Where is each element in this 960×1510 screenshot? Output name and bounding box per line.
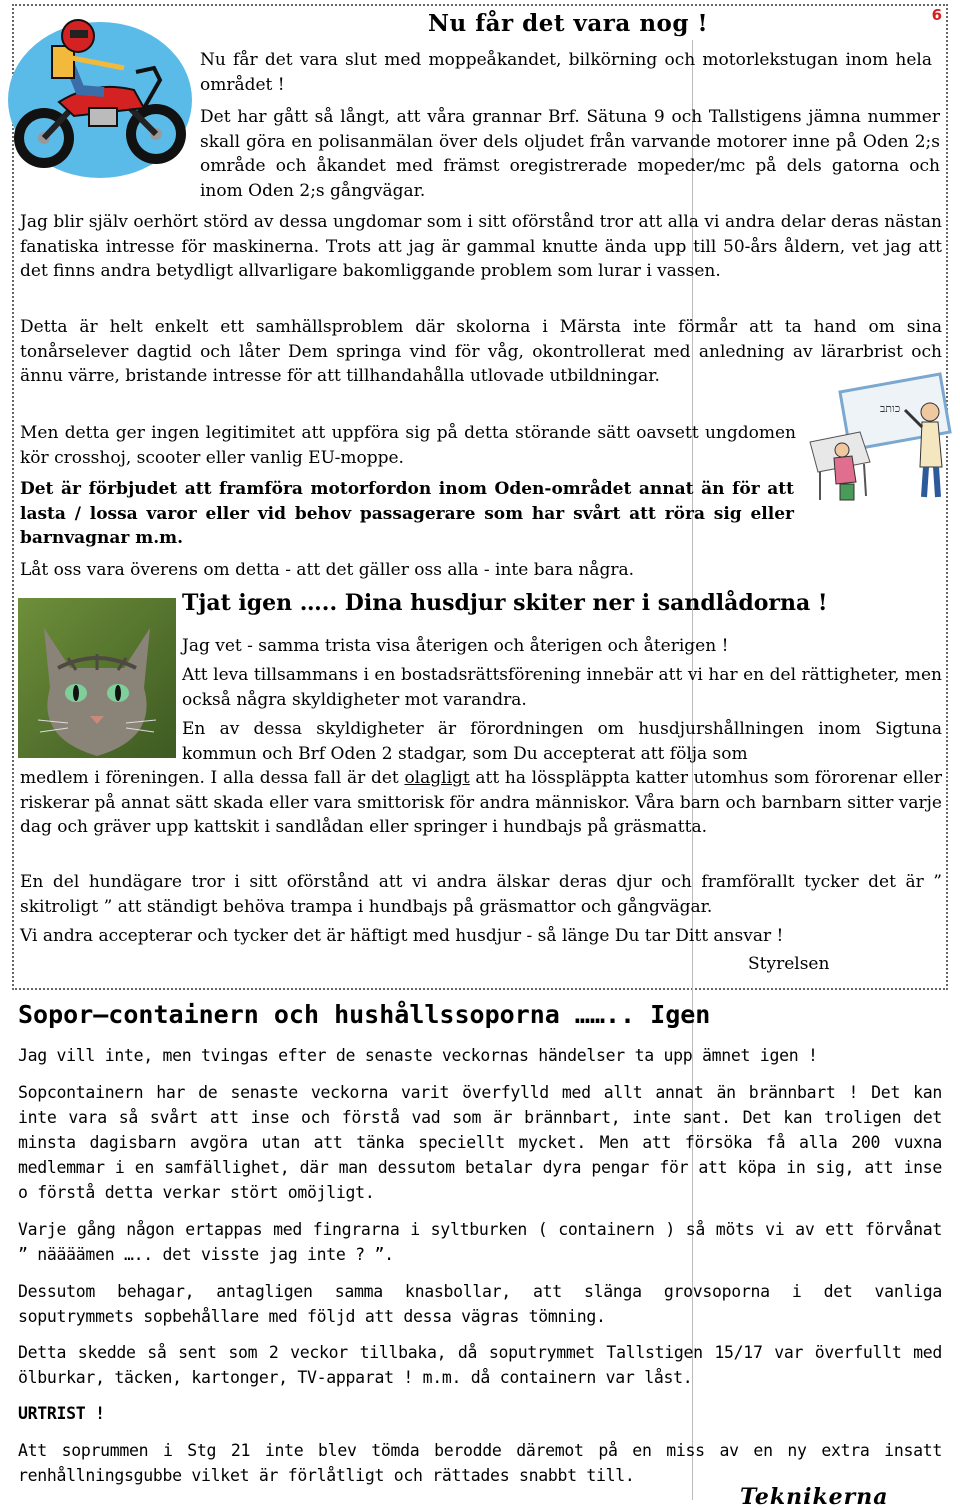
paragraph-text: Detta är helt enkelt ett samhällsproblem där skolorna i Märsta inte förmår att ta hand om sina tonårselever dagtid och låter Dem springa vind för våg, okontrollerat med anledning av lärarbrist och ännu värre, bristande intresse för att tillhandahålla utlovade utbildningar. (20, 317, 942, 387)
article2-paragraph-1 (182, 634, 942, 659)
article2-paragraph-3 (182, 717, 942, 766)
paragraph-text: Nu får det vara slut med moppeåkandet, bilkörning och motorlekstugan inom hela området ! (200, 50, 932, 95)
article1-paragraph-5 (20, 421, 796, 470)
article3-paragraph-7 (18, 1438, 942, 1488)
paragraph-text: Jag vet - samma trista visa återigen och återigen och återigen ! (182, 636, 729, 656)
article2-title: Tjat igen ….. Dina husdjur skiter ner i sandlådorna ! (182, 590, 828, 616)
paragraph-text: Detta skedde så sent som 2 veckor tillbaka, då soputrymmet Tallstigen 15/17 var överfullt med ölburkar, täcken, kartonger, TV-apparat ! m.m. då containern var låst. (18, 1343, 942, 1387)
article2-paragraph-5 (20, 924, 942, 949)
paragraph-text: Det är förbjudet att framföra motorfordon inom Oden-området annat än för att lasta / lossa varor eller vid behov passagerare som har svårt att röra sig eller barnvagnar m.m. (20, 479, 794, 549)
article1-paragraph-7 (20, 558, 920, 583)
article2-paragraph-3b (20, 766, 942, 840)
paragraph-text: Men detta ger ingen legitimitet att uppföra sig på detta störande sätt oavsett ungdomen kör crosshoj, scooter eller vanlig EU-moppe. (20, 423, 796, 468)
article2-paragraph-2 (182, 663, 942, 712)
article1-paragraph-6 (20, 477, 794, 551)
paragraph-text: En av dessa skyldigheter är förordningen om husdjurshållningen inom Sigtuna kommun och Brf Oden 2 stadgar, som Du accepterat att följa som (182, 719, 942, 764)
paragraph-text: Varje gång någon ertappas med fingrarna i syltburken ( containern ) så möts vi av ett förvånat ” näääämen ….. det visste jag inte ? ”. (18, 1220, 942, 1264)
paragraph-text: Att soprummen i Stg 21 inte blev tömda berodde däremot på en miss av en ny extra insatt renhållningsgubbe vilket är förlåtligt och rättades snabbt till. (18, 1441, 942, 1485)
paragraph-text: En del hundägare tror i sitt oförstånd att vi andra älskar deras djur och framförallt tycker det är ” skitroligt ” att ständigt behöva trampa i hundbajs på gräsmattor och gångvägar. (20, 872, 942, 917)
paragraph-text: medlem i föreningen. I alla dessa fall är det (20, 768, 405, 788)
svg-text:כותב: כותב (880, 402, 901, 415)
paragraph-text: att ha lösspläppta katter utomhus som förorenar eller riskerar på annat sätt skada eller vara smittorisk för andra människor. Våra barn och barnbarn sitter varje dag och gräver upp kattskit i sandlådan eller springer i hundbajs på gräsmatta. (20, 768, 942, 838)
paragraph-text: Jag vill inte, men tvingas efter de senaste veckornas händelser ta upp ämnet igen ! (18, 1046, 818, 1065)
paragraph-text: Vi andra accepterar och tycker det är häftigt med husdjur - så länge Du tar Ditt ansvar ! (20, 926, 784, 946)
article1-title: Nu får det vara nog ! (428, 10, 709, 37)
paragraph-text: Det har gått så långt, att våra grannar Brf. Sätuna 9 och Tallstigens jämna nummer skall göra en polisanmälan över dels oljudet från varvande motorer inne på Oden 2;s område och åkandet med främst oregistrerade mopeder/mc på dels gatorna och inom Oden 2;s gångvägar. (200, 107, 940, 201)
article1-paragraph-3 (20, 210, 942, 284)
underlined-word: olagligt (404, 768, 470, 788)
article3-paragraph-5 (18, 1340, 942, 1390)
article3-paragraph-3 (18, 1217, 942, 1267)
article1-paragraph-1 (200, 48, 932, 97)
paragraph-text: Låt oss vara överens om detta - att det gäller oss alla - inte bara några. (20, 560, 635, 580)
article3-paragraph-6 (18, 1401, 942, 1426)
motorcycle-rider-clipart (4, 10, 196, 180)
article2-signature: Styrelsen (748, 954, 830, 974)
teacher-classroom-clipart (800, 372, 958, 502)
page-number: 6 (931, 6, 942, 24)
article1-paragraph-2 (200, 105, 940, 203)
paragraph-text: URTRIST ! (18, 1404, 105, 1423)
article3-title: Sopor—containern och hushållssoporna …….. Igen (18, 1000, 711, 1029)
article3-paragraph-4 (18, 1279, 942, 1329)
article2-paragraph-4 (20, 870, 942, 919)
tabby-cat-photo (18, 598, 176, 758)
article3-signature: Teknikerna (740, 1484, 889, 1510)
article3-paragraph-1 (18, 1043, 942, 1068)
paragraph-text: Dessutom behagar, antagligen samma knasbollar, att slänga grovsoporna i det vanliga soputrymmets sopbehållare med följd att dessa vägras tömning. (18, 1282, 942, 1326)
paragraph-text: Sopcontainern har de senaste veckorna varit överfylld med allt annat än brännbart ! Det kan inte vara så svårt att inse och förstå vad som är brännbart, inte sant. Det kan troligen det minsta dagisbarn avgöra utan att tänka speciellt mycket. Men att försöka få alla 200 vuxna medlemmar i en samfällighet, där man dessutom betalar dyra pengar för att köpa in sig, att inse o förstå detta verkar stört omöjligt. (18, 1083, 942, 1202)
article3-paragraph-2 (18, 1080, 942, 1205)
paragraph-text: Att leva tillsammans i en bostadsrättsförening innebär att vi har en del rättigheter, men också några skyldigheter mot varandra. (182, 665, 942, 710)
paragraph-text: Jag blir själv oerhört störd av dessa ungdomar som i sitt oförstånd tror att alla vi andra delar deras nästan fanatiska intresse för maskinerna. Trots att jag är gammal knutte ända upp till 50-års åldern, vet jag att det finns andra betydligt allvarligare bakomliggande problem som lurar i vassen. (20, 212, 942, 282)
